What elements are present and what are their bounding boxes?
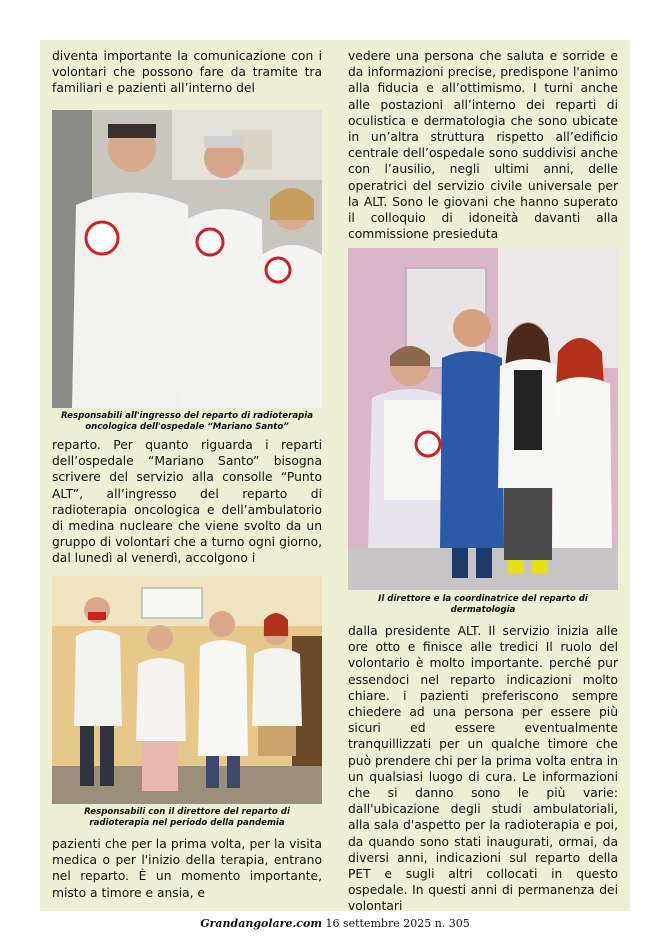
right-paragraph-2: dalla presidente ALT. Il servizio inizia alle ore otto e finisce alle tredici Il ruolo del volontario è molto importante. perché pur essendoci nel reparto indicazioni molto chiare. i pazienti preferiscono sempre chiedere ad una persona per essere più sicuri ed essere eventualmente tranquillizzati per un qualche timore che può prendere chi per la prima volta entra in un qualsiasi luogo di cura. Le informazioni che si danno sono le più varie: dall'ubicazione degli studi ambulatoriali, alla sala d'aspetto per la radioterapia e poi, da quando sono stati inaugurati, ormai, da diversi anni, indicazioni sul reparto della PET e sugli altri collocati in questo ospedale. In questi anni di permanenza dei volontari	[348, 624, 618, 914]
caption-block-1	[56, 411, 318, 433]
photo-dermatologia	[348, 248, 618, 590]
left-paragraph-1: diventa importante la comunicazione con i volontari che possono fare da tramite tra familiari e pazienti all’interno del	[52, 49, 322, 96]
right-paragraph-1: vedere una persona che saluta e sorride e da informazioni precise, predispone l'animo alla fiducia e all’ottimismo. I turni anche alle postazioni all’interno dei reparti di oculistica e dermatologia che sono ubicate in un’altra struttura rispetto all’edificio centrale dell’ospedale sono suddivisi anche con l’ausilio, negli ultimi anni, delle operatrici del servizio civile universale per la ALT. Sono le giovani che hanno superato il colloquio di idoneità davanti alla commissione presieduta	[348, 49, 618, 242]
photo-caption-1: Responsabili all'ingresso del reparto di radioterapia oncologica dell'ospedale “Mariano Santo”	[60, 411, 314, 432]
footer-issue-date: 16 settembre 2025 n. 305	[325, 917, 470, 930]
page-footer	[0, 917, 670, 930]
photo-radioterapia-entrance	[52, 110, 322, 408]
left-column-middle	[52, 437, 322, 567]
left-paragraph-2: reparto. Per quanto riguarda i reparti dell’ospedale “Mariano Santo” bisogna scrivere del servizio alla consolle “Punto ALT”, all’ingresso del reparto di radioterapia oncologica e dell’ambulatorio di medina nucleare che viene svolto da un gruppo di volontari che a turno ogni giorno, dal lunedì al venerdì, accolgono i	[52, 438, 322, 566]
left-column-bottom	[52, 836, 322, 901]
left-paragraph-3: pazienti che per la prima volta, per la visita medica o per l'inizio della terapia, entrano nel reparto. È un momento importante, misto a timore e ansia, e	[52, 837, 322, 900]
right-column-bottom	[348, 623, 618, 915]
caption-block-3	[352, 594, 614, 616]
right-column	[348, 48, 618, 242]
photo-caption-2: Responsabili con il direttore del reparto di radioterapia nel periodo della pandemia	[84, 807, 290, 828]
photo-pandemic-group	[52, 576, 322, 804]
footer-site-name: Grandangolare.com	[200, 917, 322, 930]
left-column	[52, 48, 322, 97]
photo-caption-3: Il direttore e la coordinatrice del reparto di dermatologia	[378, 594, 588, 615]
caption-block-2	[56, 807, 318, 829]
